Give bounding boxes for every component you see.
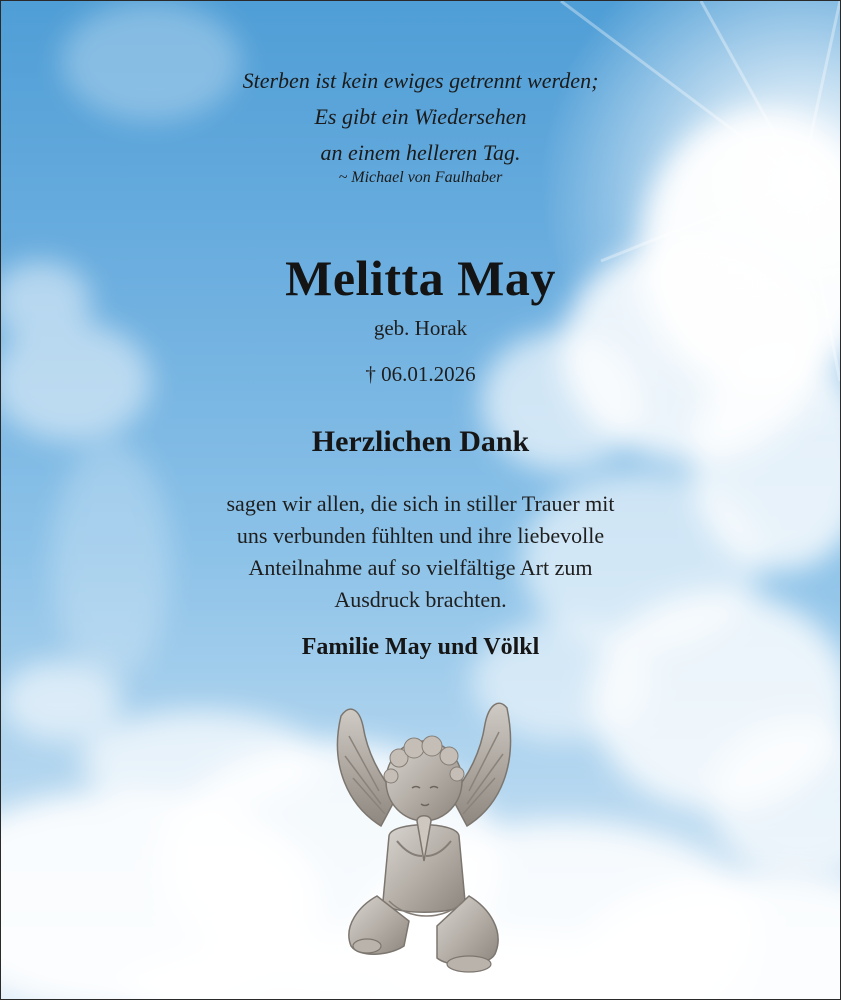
praying-angel-figurine-icon xyxy=(319,696,529,981)
quote-line: Es gibt ein Wiedersehen xyxy=(314,104,527,129)
maiden-name: geb. Horak xyxy=(373,316,468,340)
memorial-quote xyxy=(1,63,840,171)
thanks-line: Ausdruck brachten. xyxy=(334,587,507,612)
thanks-message xyxy=(1,488,840,616)
thanks-line: Anteilnahme auf so vielfältige Art zum xyxy=(248,555,593,580)
death-date: † 06.01.2026 xyxy=(365,362,476,386)
quote-line: Sterben ist kein ewiges getrennt werden; xyxy=(242,68,599,93)
quote-author: ~ Michael von Faulhaber xyxy=(338,169,503,186)
thanks-heading: Herzlichen Dank xyxy=(311,425,530,458)
thanks-line: sagen wir allen, die sich in stiller Trauer mit xyxy=(226,491,615,516)
family-signature: Familie May und Völkl xyxy=(301,634,540,660)
deceased-name: Melitta May xyxy=(285,250,556,306)
thanks-line: uns verbunden fühlten und ihre liebevolle xyxy=(236,523,605,548)
quote-line: an einem helleren Tag. xyxy=(320,140,521,165)
